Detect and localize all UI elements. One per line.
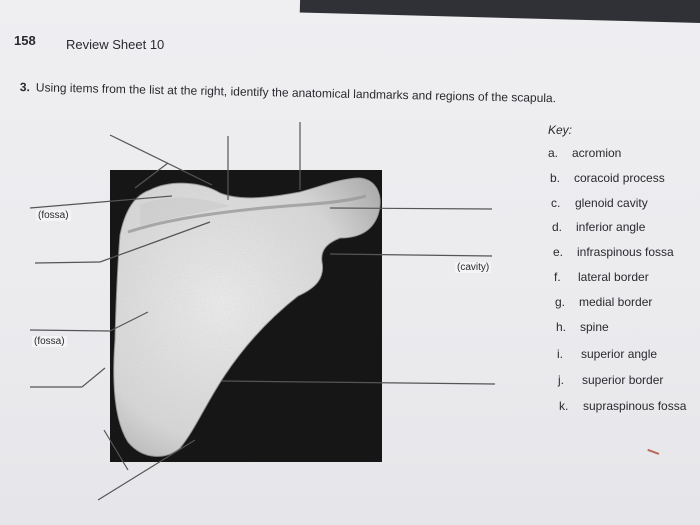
- key-letter: k.: [559, 399, 569, 413]
- key-term: superior angle: [581, 347, 658, 361]
- key-letter: d.: [552, 220, 563, 234]
- key-item-lateral-border: [554, 270, 649, 284]
- key-item-acromion: [548, 146, 621, 160]
- key-letter: h.: [556, 320, 567, 334]
- key-letter: b.: [550, 171, 561, 185]
- key-letter: a.: [548, 146, 559, 160]
- question-text: Using items from the list at the right, identify the anatomical landmarks and regions of the scapula.: [35, 80, 557, 106]
- key-item-coracoid-process: [550, 171, 665, 185]
- key-item-spine: [556, 320, 609, 334]
- key-letter: f.: [554, 270, 561, 284]
- key-item-supraspinous-fossa: [559, 399, 686, 413]
- key-letter: e.: [553, 245, 564, 259]
- question-number: 3.: [19, 80, 31, 95]
- key-term: acromion: [572, 146, 622, 160]
- key-term: glenoid cavity: [575, 196, 648, 210]
- key-item-superior-angle: [557, 347, 657, 361]
- key-item-infraspinous-fossa: [553, 245, 674, 259]
- leader-line-lower-left: [30, 330, 110, 331]
- key-term: spine: [580, 320, 609, 334]
- key-term: medial border: [579, 295, 653, 309]
- key-term: infraspinous fossa: [577, 245, 674, 259]
- key-item-inferior-angle: [552, 220, 645, 234]
- cavity-label: (cavity): [457, 262, 490, 273]
- key-letter: g.: [555, 295, 566, 309]
- key-item-glenoid-cavity: [551, 196, 648, 210]
- leader-line-left-middle: [35, 262, 100, 263]
- key-term: coracoid process: [574, 171, 665, 185]
- key-letter: c.: [551, 196, 561, 210]
- leader-line-bottom-left-diag: [82, 368, 105, 387]
- page-number: 158: [14, 33, 36, 48]
- key-term: superior border: [582, 373, 664, 387]
- fossa-label-upper: (fossa): [38, 210, 69, 221]
- key-term: supraspinous fossa: [583, 399, 687, 413]
- key-title: Key:: [548, 123, 573, 137]
- key-letter: j.: [558, 373, 564, 387]
- fossa-label-lower: (fossa): [34, 336, 65, 347]
- key-letter: i.: [557, 347, 563, 361]
- key-item-medial-border: [555, 295, 652, 309]
- key-term: inferior angle: [576, 220, 646, 234]
- section-title: Review Sheet 10: [66, 37, 165, 52]
- key-term: lateral border: [578, 270, 649, 284]
- key-item-superior-border: [558, 373, 663, 387]
